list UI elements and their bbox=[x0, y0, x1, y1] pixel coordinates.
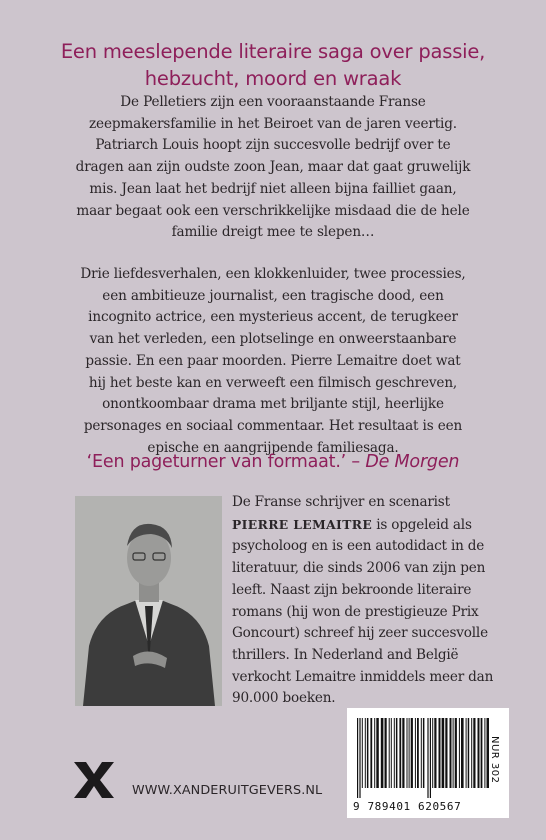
author-photo bbox=[75, 496, 222, 706]
barcode-bar bbox=[471, 718, 472, 788]
barcode-bar bbox=[417, 718, 419, 788]
barcode-bar bbox=[421, 718, 422, 788]
text-line: personages en sociaal commentaar. Het resultaat is een bbox=[83, 417, 463, 434]
text-line: literatuur, die sinds 2006 van zijn pen bbox=[232, 560, 486, 577]
text-line: incognito actrice, een mysterieus accent, de terugkeer bbox=[88, 309, 458, 326]
barcode-bar bbox=[411, 718, 413, 788]
barcode-bar bbox=[459, 718, 460, 788]
barcode-bar bbox=[466, 718, 467, 788]
barcode-bar bbox=[445, 718, 447, 788]
text-line: Patriarch Louis hoopt zijn succesvolle bedrijf over te bbox=[95, 137, 451, 154]
barcode-bar bbox=[357, 718, 358, 798]
synopsis-paragraph-2 bbox=[44, 264, 502, 459]
tagline-line-1: Een meeslepende literaire saga over passie, bbox=[60, 40, 486, 63]
barcode-bar bbox=[367, 718, 369, 788]
barcode-bar bbox=[402, 718, 404, 788]
text-line: van het verleden, een plotselinge en onweerstaanbare bbox=[89, 331, 457, 348]
barcode-bar bbox=[394, 718, 395, 788]
text-line: romans (hij won de prestigieuze Prix bbox=[232, 603, 479, 620]
barcode-bar bbox=[362, 718, 363, 788]
text-line: een ambitieuze journalist, een tragische dood, een bbox=[102, 287, 444, 304]
text-line: 90.000 boeken. bbox=[232, 690, 336, 707]
text-line: Drie liefdesverhalen, een klokkenluider, twee processies, bbox=[80, 266, 466, 282]
barcode-bar bbox=[374, 718, 375, 788]
barcode-bar bbox=[415, 718, 416, 788]
publisher-url: WWW.XANDERUITGEVERS.NL bbox=[132, 783, 323, 798]
barcode-bar bbox=[407, 718, 408, 788]
barcode-bar bbox=[450, 718, 452, 788]
text-line: De Franse schrijver en scenarist bbox=[232, 494, 450, 510]
barcode-bar bbox=[478, 718, 480, 788]
barcode-bar bbox=[359, 718, 360, 798]
text-line: onontkoombaar drama met briljante stijl, heerlijke bbox=[102, 396, 444, 413]
barcode-bar bbox=[409, 718, 410, 788]
barcode-bar bbox=[423, 718, 425, 788]
barcode-bar bbox=[442, 718, 445, 788]
text-line: familie dreigt mee te slepen… bbox=[171, 224, 375, 241]
press-quote-source: De Morgen bbox=[365, 452, 460, 472]
tagline bbox=[40, 38, 506, 92]
barcode-bar bbox=[391, 718, 392, 788]
barcode-bar bbox=[381, 718, 384, 788]
barcode-bar bbox=[481, 718, 483, 788]
text-line: psycholoog en is een autodidact in de bbox=[232, 538, 485, 555]
barcode-bar bbox=[484, 718, 485, 788]
barcode-bar bbox=[461, 718, 464, 788]
text-line: passie. En een paar moorden. Pierre Lemaitre doet wat bbox=[85, 352, 461, 369]
text-line: PIERRE LEMAITRE is opgeleid als bbox=[232, 516, 472, 533]
barcode-bar bbox=[389, 718, 390, 788]
tagline-line-2: hebzucht, moord en wraak bbox=[144, 67, 402, 90]
text-line: Goncourt) schreef hij zeer succesvolle bbox=[232, 625, 488, 642]
barcode-bar bbox=[385, 718, 387, 788]
text-line: leeft. Naast zijn bekroonde literaire bbox=[232, 581, 472, 598]
text-line: thrillers. In Nederland and België bbox=[232, 646, 459, 663]
synopsis-paragraph-1 bbox=[44, 92, 502, 244]
isbn-number: 9 789401 620567 bbox=[353, 800, 462, 813]
text-line: hij het beste kan en verweeft een filmisch geschreven, bbox=[88, 374, 458, 391]
barcode-bar bbox=[365, 718, 366, 788]
press-quote bbox=[40, 452, 506, 472]
barcode-bar bbox=[370, 718, 372, 788]
text-line: mis. Jean laat het bedrijf niet alleen bijna failliet gaan, bbox=[89, 180, 457, 197]
barcode-bar bbox=[399, 718, 401, 788]
author-bio bbox=[232, 492, 512, 710]
nur-code: NUR 302 bbox=[489, 736, 500, 784]
barcode-bar bbox=[473, 718, 475, 788]
text-line: dragen aan zijn oudste zoon Jean, maar dat gaat gruwelijk bbox=[75, 159, 471, 176]
barcode-bar bbox=[455, 718, 457, 788]
text-line: epische en aangrijpende familiesaga. bbox=[147, 439, 399, 456]
text-line: verkocht Lemaitre inmiddels meer dan bbox=[232, 668, 494, 685]
text-line: maar begaat ook een verschrikkelijke misdaad die de hele bbox=[76, 202, 470, 219]
barcode-bar bbox=[376, 718, 379, 788]
text-line: De Pelletiers zijn een vooraanstaande Franse bbox=[120, 94, 426, 110]
barcode-bar bbox=[468, 718, 470, 788]
barcode-bar bbox=[430, 718, 431, 798]
barcode-bar bbox=[439, 718, 441, 788]
barcode-bar bbox=[434, 718, 436, 788]
barcode-bars bbox=[353, 718, 491, 798]
barcode-bar bbox=[396, 718, 398, 788]
barcode-bar bbox=[432, 718, 433, 788]
barcode-bar bbox=[427, 718, 428, 798]
barcode-bar bbox=[453, 718, 454, 788]
text-line: zeepmakersfamilie in het Beiroet van de jaren veertig. bbox=[89, 115, 457, 132]
author-name: PIERRE LEMAITRE bbox=[232, 516, 373, 532]
press-quote-text: ‘Een pageturner van formaat.’ – bbox=[86, 452, 366, 472]
xander-logo bbox=[70, 758, 118, 808]
